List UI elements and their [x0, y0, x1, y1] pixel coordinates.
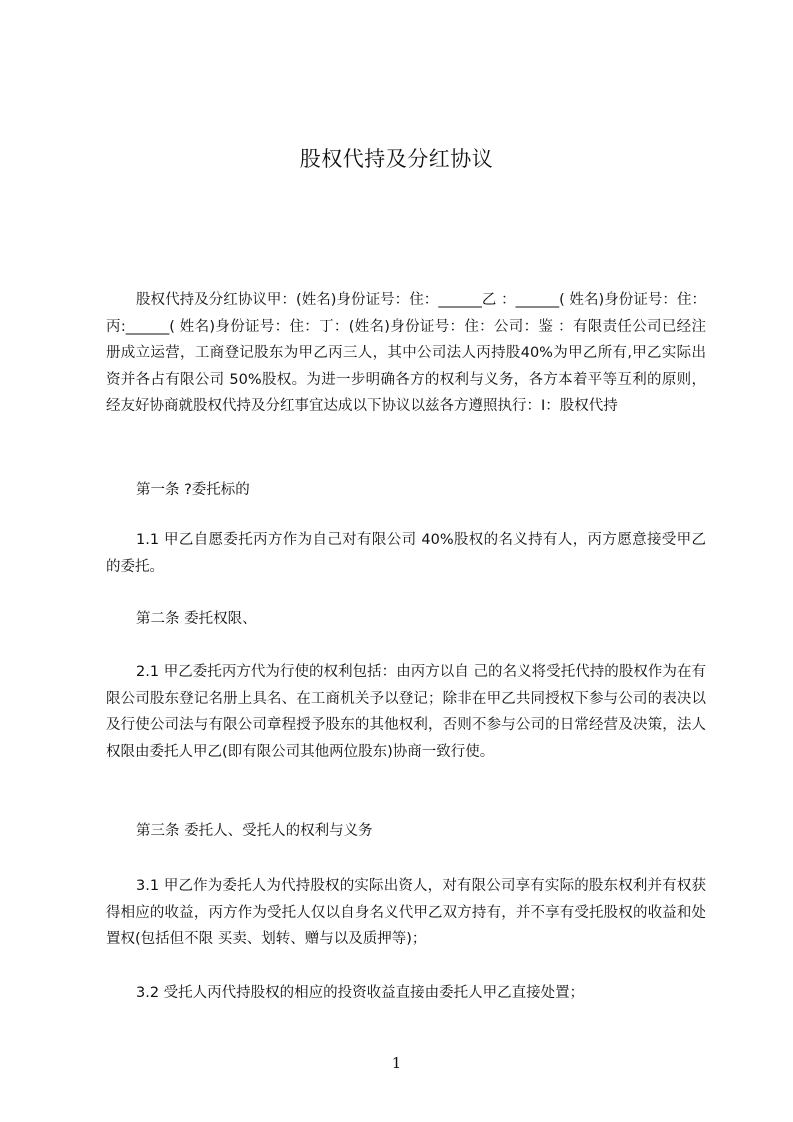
- clause-2-1: 2.1 甲乙委托丙方代为行使的权利包括：由丙方以自 己的名义将受托代持的股权作为在有限公司股东登记名册上具名、在工商机关予以登记；除非在甲乙共同授权下参与公司的表决以及行使公司法与有限公司章程授予股东的其他权利，否则不参与公司的日常经营及决策，法人权限由委托人甲乙(即有限公司其他两位股东)协商一致行使。: [106, 664, 706, 760]
- preamble-paragraph: 股权代持及分红协议甲：(姓名)身份证号：住：______乙 ：______( 姓名)身份证号：住：丙:______( 姓名)身份证号：住：丁：(姓名)身份证号：住：公司：鉴 ：有限责任公司已经注册成立运营，工商登记股东为甲乙丙三人，其中公司法人丙持股40%为甲乙所有,甲乙实际出资并各占有限公司 50%股权。为进一步明确各方的权利与义务，各方本着平等互利的原则，经友好协商就股权代持及分红事宜达成以下协议以兹各方遵照执行：Ⅰ：股权代持: [106, 292, 706, 414]
- document-title: 股权代持及分红协议: [299, 147, 494, 171]
- article-3-heading: 第三条 委托人、受托人的权利与义务: [136, 823, 373, 839]
- page-number: 1: [391, 1054, 402, 1072]
- clause-1-1: 1.1 甲乙自愿委托丙方作为自己对有限公司 40%股权的名义持有人，丙方愿意接受甲乙的委托。: [106, 532, 706, 575]
- article-1-heading: 第一条 ?委托标的: [136, 482, 250, 498]
- article-2-heading: 第二条 委托权限、: [136, 611, 257, 627]
- clause-3-1: 3.1 甲乙作为委托人为代持股权的实际出资人，对有限公司享有实际的股东权利并有权获得相应的收益，丙方作为受托人仅以自身名义代甲乙双方持有，并不享有受托股权的收益和处置权(包括但不限 买卖、划转、赠与以及质押等)；: [106, 878, 706, 947]
- clause-3-2: 3.2 受托人丙代持股权的相应的投资收益直接由委托人甲乙直接处置；: [136, 985, 585, 1001]
